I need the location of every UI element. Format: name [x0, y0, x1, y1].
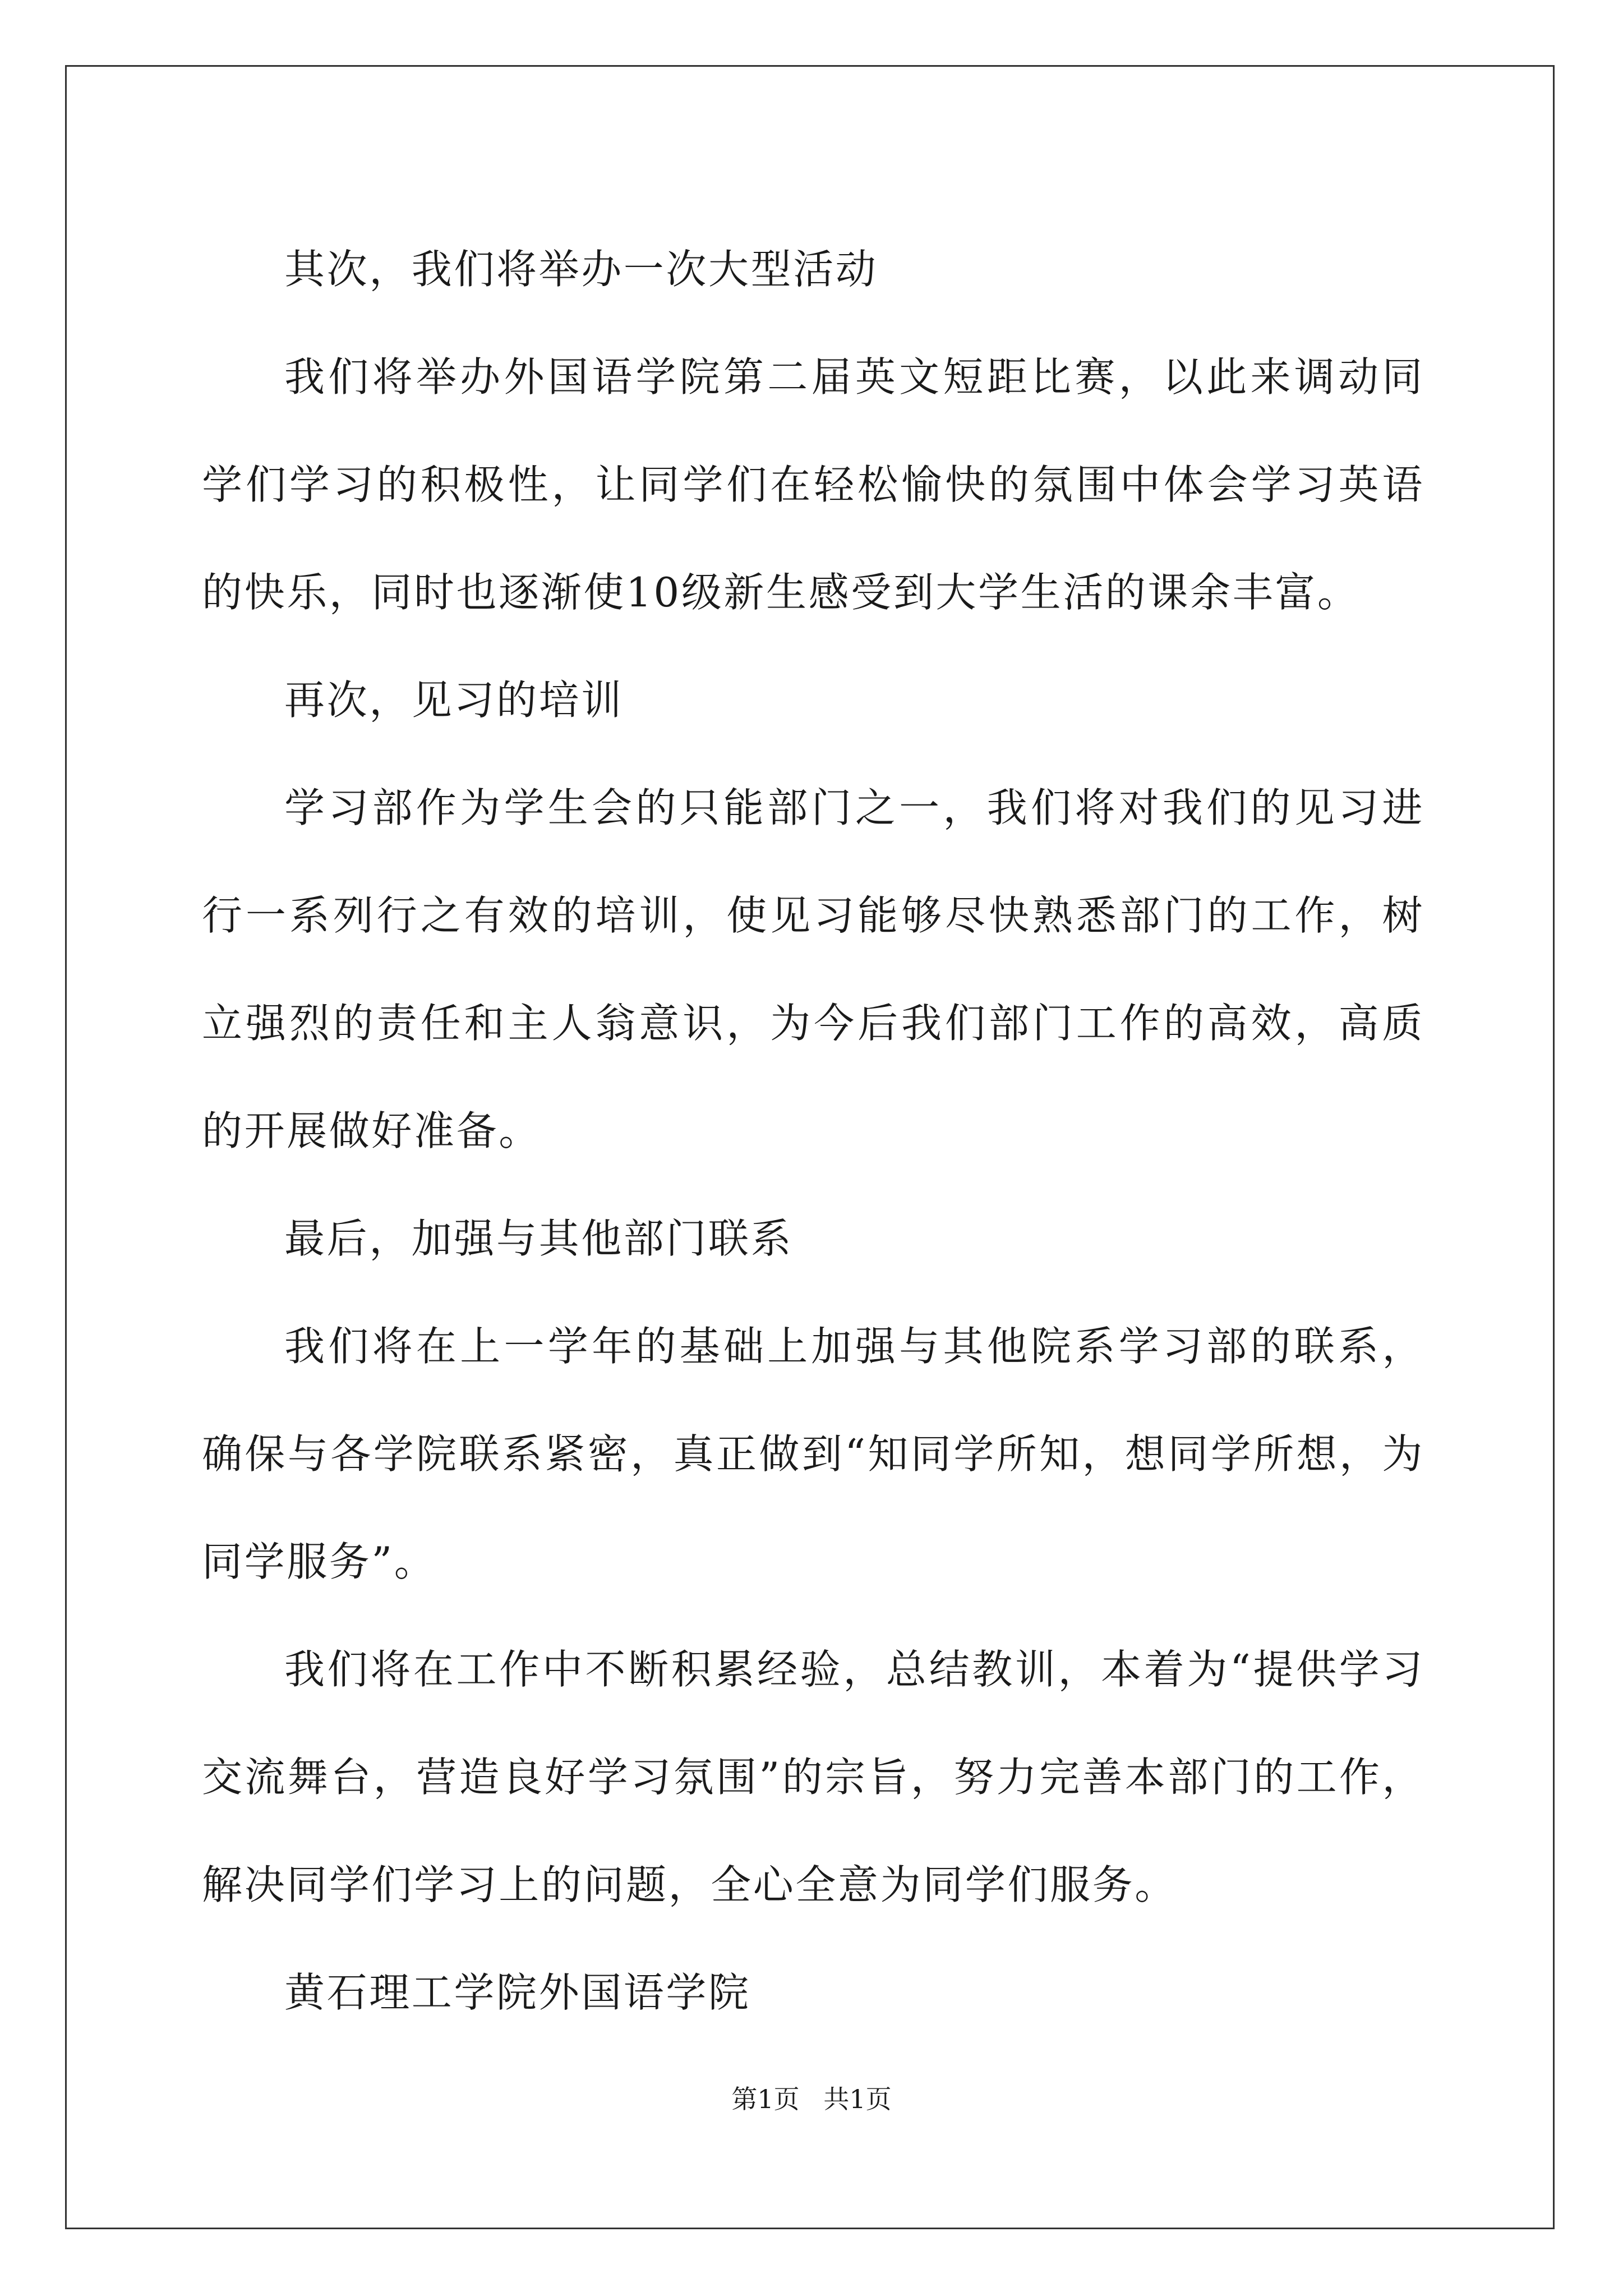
paragraph-activity: 我们将举办外国语学院第二届英文短距比赛，以此来调动同学们学习的积极性，让同学们在轻松愉快的氛围中体会学习英语的快乐，同时也逐渐使10级新生感受到大学生活的课余丰富。 [202, 353, 1424, 616]
section-heading-training: 再次，见习的培训 [284, 677, 624, 724]
page-number-total: 共1页 [823, 2084, 892, 2114]
document-body [202, 215, 1424, 2046]
paragraph-training: 学习部作为学生会的只能部门之一，我们将对我们的见习进行一系列行之有效的培训，使见习能够尽快熟悉部门的工作，树立强烈的责任和主人翁意识，为今后我们部门工作的高效，高质的开展做好准备。 [202, 784, 1424, 1154]
page-number-current: 第1页 [731, 2084, 800, 2114]
section-heading-activity: 其次，我们将举办一次大型活动 [284, 246, 878, 293]
signature-organization: 黄石理工学院外国语学院 [284, 1969, 751, 2016]
paragraph-contact: 我们将在上一学年的基础上加强与其他院系学习部的联系，确保与各学院联系紧密，真正做到“知同学所知，想同学所想，为同学服务”。 [202, 1323, 1424, 1585]
section-heading-contact: 最后，加强与其他部门联系 [284, 1215, 794, 1262]
page-footer [0, 2082, 1623, 2116]
paragraph-conclusion: 我们将在工作中不断积累经验，总结教训，本着为“提供学习交流舞台，营造良好学习氛围”的宗旨，努力完善本部门的工作，解决同学们学习上的问题，全心全意为同学们服务。 [202, 1646, 1424, 1908]
